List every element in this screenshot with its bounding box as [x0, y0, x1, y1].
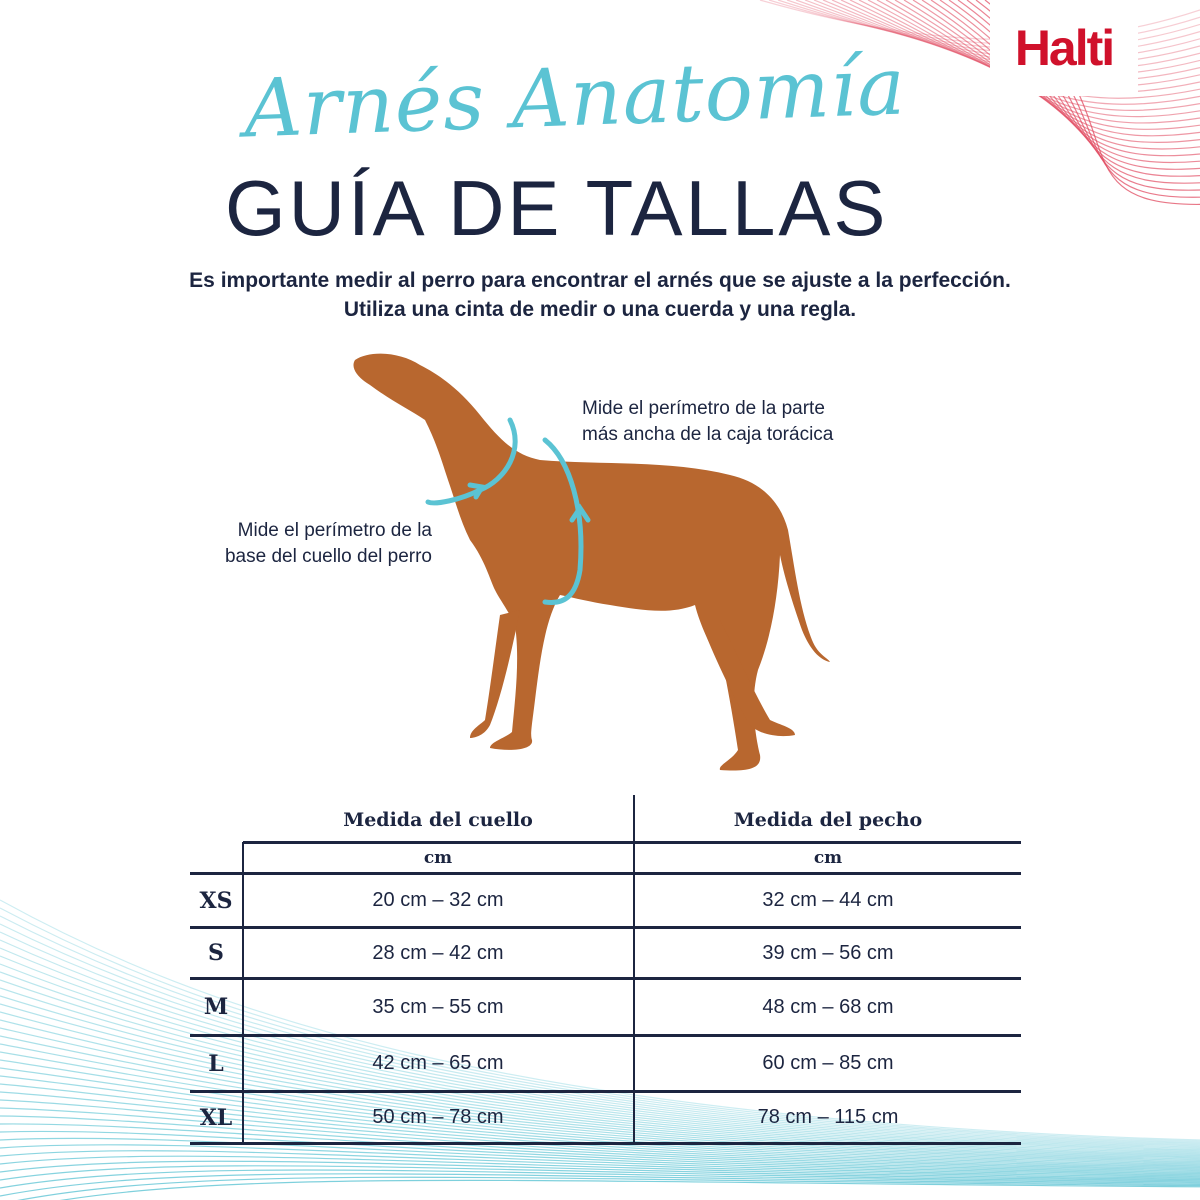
size-label: XS: [199, 887, 233, 914]
size-label: XL: [199, 1104, 233, 1131]
size-label: M: [203, 994, 229, 1020]
header-chest: Medida del pecho: [733, 809, 923, 831]
chest-note-line-1: Mide el perímetro de la parte: [582, 398, 825, 419]
page-title: GUÍA DE TALLAS: [225, 164, 889, 252]
size-label: L: [208, 1050, 224, 1077]
neck-range: 50 cm – 78 cm: [372, 1106, 504, 1128]
chest-range: 32 cm – 44 cm: [762, 889, 894, 911]
neck-note-line-2: base del cuello del perro: [224, 546, 432, 567]
neck-range: 35 cm – 55 cm: [372, 995, 504, 1018]
size-label: S: [208, 940, 224, 966]
chest-range: 78 cm – 115 cm: [757, 1106, 899, 1128]
neck-instruction: [170, 518, 432, 570]
neck-note-line-1: Mide el perímetro de la: [237, 520, 432, 541]
neck-range: 42 cm – 65 cm: [372, 1052, 504, 1074]
unit-chest: cm: [813, 848, 843, 868]
chest-range: 39 cm – 56 cm: [762, 941, 894, 964]
brand-logo: [990, 0, 1138, 96]
chest-note-line-2: más ancha de la caja torácica: [582, 424, 834, 445]
chest-range: 48 cm – 68 cm: [762, 995, 894, 1018]
neck-range: 20 cm – 32 cm: [372, 889, 504, 911]
script-title: Arnés Anatomía: [242, 39, 908, 156]
header-neck: Medida del cuello: [343, 809, 533, 831]
chest-range: 60 cm – 85 cm: [762, 1052, 894, 1074]
logo-text: Halti: [1014, 20, 1114, 76]
chest-instruction: [582, 396, 833, 448]
teal-wave-line: [0, 1180, 1200, 1200]
intro-line-1: Es importante medir al perro para encontrar el arnés que se ajuste a la perfección.: [189, 269, 1011, 292]
table-divider: [190, 1142, 1021, 1145]
neck-range: 28 cm – 42 cm: [372, 941, 504, 964]
intro-line-2: Utiliza una cinta de medir o una cuerda y una regla.: [343, 298, 857, 321]
unit-neck: cm: [423, 848, 453, 868]
